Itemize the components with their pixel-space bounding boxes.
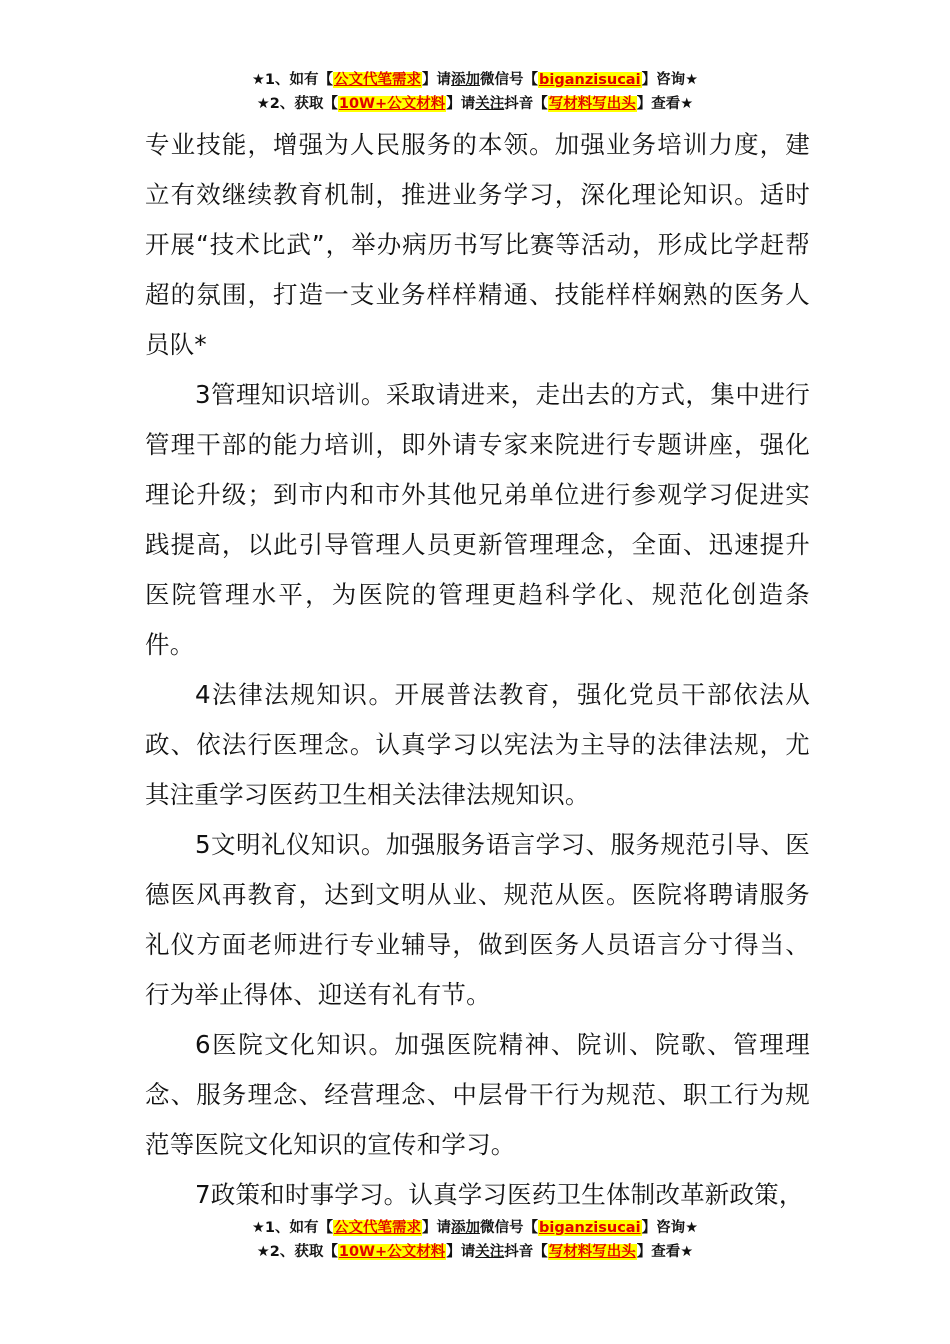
banner-line-2 <box>0 1240 950 1264</box>
highlight-materials: 10W+公文材料 <box>338 96 446 112</box>
header-banner <box>0 68 950 116</box>
paragraph-law-knowledge: 4法律法规知识。开展普法教育，强化党员干部依法从政、依法行医理念。认真学习以宪法为主导的法律法规，尤其注重学习医药卫生相关法律法规知识。 <box>145 680 810 809</box>
highlight-douyin-account: 写材料写出头 <box>548 1244 636 1260</box>
paragraph-etiquette-knowledge: 5文明礼仪知识。加强服务语言学习、服务规范引导、医德医风再教育，达到文明从业、规范从医。医院将聘请服务礼仪方面老师进行专业辅导，做到医务人员语言分寸得当、行为举止得体、迎送有礼有节。 <box>145 830 810 1009</box>
banner-text: 】请 <box>422 72 452 88</box>
banner-text: 抖音【 <box>504 1244 548 1260</box>
paragraph-hospital-culture: 6医院文化知识。加强医院精神、院训、院歌、管理理念、服务理念、经营理念、中层骨干行为规范、职工行为规范等医院文化知识的宣传和学习。 <box>145 1030 810 1159</box>
highlight-douyin-account: 写材料写出头 <box>548 96 636 112</box>
banner-text: 】咨询★ <box>641 1220 699 1236</box>
highlight-wechat-id: biganzisucai <box>539 72 641 88</box>
highlight-materials: 10W+公文材料 <box>338 1244 446 1260</box>
paragraph-policy-study: 7政策和时事学习。认真学习医药卫生体制改革新政策， <box>195 1180 804 1209</box>
banner-text: ★1、如有【 <box>251 1220 334 1236</box>
underlined-word: 关注 <box>475 96 505 112</box>
banner-text: 微信号【 <box>480 72 539 88</box>
paragraph-management-training: 3管理知识培训。采取请进来，走出去的方式，集中进行管理干部的能力培训，即外请专家来院进行专题讲座，强化理论升级；到市内和市外其他兄弟单位进行参观学习促进实践提高，以此引导管理人员更新管理理念，全面、迅速提升医院管理水平，为医院的管理更趋科学化、规范化创造条件。 <box>145 380 810 659</box>
paragraph-continued: 专业技能，增强为人民服务的本领。加强业务培训力度，建立有效继续教育机制，推进业务学习，深化理论知识。适时开展“技术比武”，举办病历书写比赛等活动，形成比学赶帮超的氛围，打造一支业务样样精通、技能样样娴熟的医务人员队* <box>145 130 810 359</box>
highlight-service: 公文代笔需求 <box>334 72 422 88</box>
banner-text: 】请 <box>446 1244 476 1260</box>
underlined-word: 添加 <box>451 1220 481 1236</box>
banner-text: 】请 <box>446 96 476 112</box>
banner-text: 】查看★ <box>636 1244 694 1260</box>
banner-line-1 <box>0 1216 950 1240</box>
banner-text: 】请 <box>422 1220 452 1236</box>
banner-text: 微信号【 <box>480 1220 539 1236</box>
banner-text: 】查看★ <box>636 96 694 112</box>
banner-line-1 <box>0 68 950 92</box>
underlined-word: 添加 <box>451 72 481 88</box>
document-body <box>145 120 810 1220</box>
banner-text: 抖音【 <box>504 96 548 112</box>
underlined-word: 关注 <box>475 1244 505 1260</box>
banner-text: 】咨询★ <box>641 72 699 88</box>
banner-text: ★2、获取【 <box>256 1244 338 1260</box>
footer-banner <box>0 1216 950 1264</box>
highlight-service: 公文代笔需求 <box>334 1220 422 1236</box>
banner-line-2 <box>0 92 950 116</box>
banner-text: ★2、获取【 <box>256 96 338 112</box>
banner-text: ★1、如有【 <box>251 72 334 88</box>
highlight-wechat-id: biganzisucai <box>539 1220 641 1236</box>
